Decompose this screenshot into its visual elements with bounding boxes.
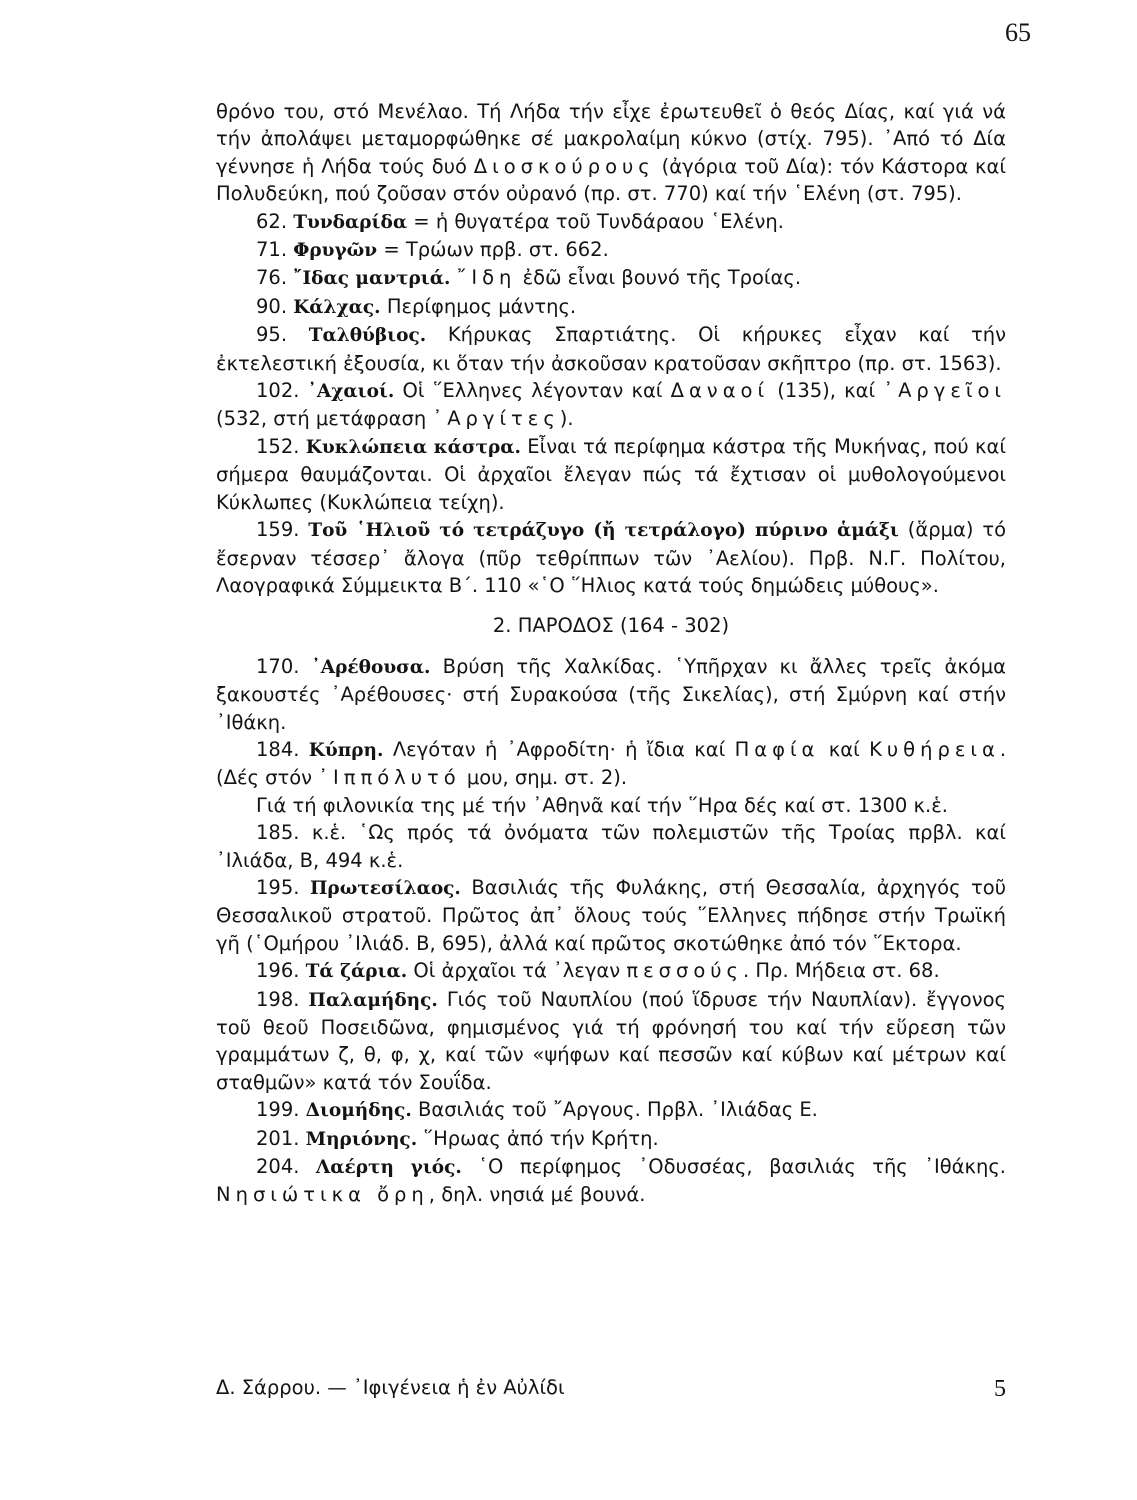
- footer-title: Δ. Σάρρου. — ᾿Ιφιγένεια ἡ ἐν Αὐλίδι: [216, 1376, 565, 1399]
- text: θρόνο του, στό Μενέλαο. Τή Λήδα τήν εἶχε ἐρωτευθεῖ ὁ θεός Δίας, καί γιά νά τήν ἀπολάψει μεταμορφώθηκε σέ μακρολαίμη κύκνο (στίχ. 795). ᾿Από τό Δία γέννησε ἡ Λήδα τούς δυό: [216, 100, 1006, 178]
- line-number: 195.: [256, 875, 300, 899]
- lemma: ᾿Αρέθουσα.: [311, 656, 431, 678]
- spaced-term: ῎Ιδη: [456, 266, 517, 290]
- text: Οἱ ἀρχαῖοι τά ᾿λεγαν: [407, 959, 627, 983]
- note-text: Γιός τοῦ Ναυπλίου (πού ἵδρυσε τήν Ναυπλίαν). ἔγγονος τοῦ θεοῦ Ποσειδῶνα, φημισμένος γιά τή φρόνησή του καί τήν εὕρεση τῶν γραμμάτων ζ, θ, φ, χ, καί τῶν «ψήφων καί πεσσῶν καί κύβων καί μέτρων καί σταθμῶν» κατά τόν Σουΐδα.: [216, 987, 1006, 1094]
- page-number: 65: [1005, 18, 1031, 47]
- lemma: Μηριόνης.: [305, 1128, 418, 1150]
- spaced-term: Δαναοί: [670, 379, 770, 403]
- lemma: Κάλχας.: [293, 296, 381, 318]
- spaced-term: πεσσούς: [626, 959, 743, 983]
- text: Οἱ ῞Ελληνες λέγονταν καί: [394, 379, 671, 403]
- line-number: 196.: [256, 959, 300, 983]
- spaced-term: Διοσκούρους: [473, 154, 655, 178]
- note-201: [216, 1125, 1006, 1153]
- note-198: [216, 986, 1006, 1097]
- line-number: 76.: [256, 266, 288, 290]
- note-text: (ἅρμα) τό ἔσερναν τέσσερ᾿ ἄλογα (πῦρ τεθρίππων τῶν ᾿Αελίου). Πρβ. Ν.Γ. Πολίτου, Λαογραφικά Σύμμεικτα Β΄. 110 «῾Ο ῞Ηλιος κατά τούς δημώδεις μύθους».: [216, 518, 1007, 597]
- line-number: 102.: [256, 379, 300, 403]
- lemma: Τοῦ ῾Ηλιοῦ τό τετράζυγο (ἤ τετράλογο) πύρινο ἁμάξι: [308, 520, 899, 542]
- line-number: 159.: [256, 518, 300, 542]
- signature-number: 5: [994, 1376, 1006, 1402]
- text: ῾Ο περίφημος ᾿Οδυσσέας, βασιλιάς τῆς ᾿Ιθάκης.: [461, 1155, 1006, 1179]
- page-footer: [216, 1376, 1006, 1403]
- lemma: ῎Ιδας μαντριά.: [293, 268, 451, 290]
- lemma: κ.ἑ.: [311, 821, 347, 845]
- line-number: 152.: [256, 434, 300, 458]
- note-text: Κήρυκας Σπαρτιάτης. Οἱ κήρυκες εἶχαν καί τήν ἐκτελεστική ἐξουσία, κι ὅταν τήν ἀσκοῦσαν κρατοῦσαν σκῆπτρο (πρ. στ. 1563).: [216, 323, 1006, 375]
- note-text: = Τρώων πρβ. στ. 662.: [377, 238, 609, 262]
- lemma: Κύπρη.: [308, 739, 384, 761]
- line-number: 198.: [256, 987, 300, 1011]
- spaced-term: ᾿Αργεῖοι: [883, 379, 1006, 403]
- note-199: [216, 1096, 1006, 1124]
- spaced-term: ᾿Αργίτες: [432, 407, 560, 431]
- lemma: Παλαμήδης.: [308, 989, 438, 1011]
- note-62: [216, 208, 1006, 236]
- lemma: Ταλθύβιος.: [308, 325, 427, 347]
- lemma: Φρυγῶν: [293, 240, 378, 262]
- line-number: 95.: [256, 323, 288, 347]
- spaced-term: Νησιώτικα ὄρη: [216, 1183, 429, 1207]
- lemma: Διομήδης.: [305, 1100, 412, 1122]
- note-text: Βρύση τῆς Χαλκίδας. ῾Υπῆρχαν κι ἄλλες τρεῖς ἀκόμα ξακουστές ᾿Αρέθουσες· στή Συρακούσα (τῆς Σικελίας), στή Σμύρνη καί στήν ᾿Ιθάκη.: [216, 654, 1007, 734]
- note-95: [216, 321, 1006, 377]
- commentary-text: [216, 98, 1006, 1209]
- lemma: Πρωτεσίλαος.: [309, 877, 461, 899]
- note-102: [216, 377, 1006, 433]
- text: καί: [819, 737, 870, 761]
- note-152: [216, 433, 1006, 516]
- text: μου, σημ. στ. 2).: [460, 766, 628, 790]
- text: , δηλ. νησιά μέ βουνά.: [428, 1183, 646, 1207]
- text: . Πρ. Μήδεια στ. 68.: [743, 959, 940, 983]
- note-185: [216, 819, 1006, 874]
- spaced-term: ᾿Ιππόλυτό: [318, 766, 461, 790]
- note-170: [216, 653, 1006, 736]
- note-text: ῾Ως πρός τά ὀνόματα τῶν πολεμιστῶν τῆς Τροίας πρβλ. καί ᾿Ιλιάδα, Β, 494 κ.ἑ.: [216, 821, 1006, 872]
- lemma: Τυνδαρίδα: [293, 211, 408, 233]
- note-text: = ἡ θυγατέρα τοῦ Τυνδάραου ῾Ελένη.: [407, 209, 784, 233]
- note-184-continued: Γιά τή φιλονικία της μέ τήν ᾿Αθηνᾶ καί τήν ῞Ηρα δές καί στ. 1300 κ.ἑ.: [256, 793, 948, 817]
- note-text: ῞Ηρωας ἀπό τήν Κρήτη.: [417, 1126, 659, 1150]
- lemma: ᾿Αχαιοί.: [307, 381, 395, 403]
- note-196: [216, 957, 1006, 985]
- note-text: Βασιλιάς τῆς Φυλάκης, στή Θεσσαλία, ἀρχηγός τοῦ Θεσσαλικοῦ στρατοῦ. Πρῶτος ἀπ᾿ ὅλους τούς ῞Ελληνες πήδησε στήν Τρωϊκή γῆ (῾Ομήρου ᾿Ιλιάδ. Β, 695), ἀλλά καί πρῶτος σκοτώθηκε ἀπό τόν ῞Εκτορα.: [216, 875, 1006, 955]
- text: (135), καί: [769, 379, 884, 403]
- note-159: [216, 516, 1006, 599]
- line-number: 170.: [256, 654, 300, 678]
- line-number: 201.: [256, 1126, 300, 1150]
- lemma: Τά ζάρια.: [305, 961, 408, 983]
- note-184: [216, 736, 1006, 792]
- note-text: Περίφημος μάντης.: [380, 294, 577, 318]
- note-text: ἐδῶ εἶναι βουνό τῆς Τροίας.: [522, 266, 802, 290]
- note-76: [216, 264, 1006, 292]
- text: (ἀγόρια τοῦ Δία): τόν Κάστορα καί Πολυδεύκη, πού ζοῦσαν στόν οὐρανό (πρ. στ. 770) καί τήν ῾Ελένη (στ. 795).: [216, 154, 1006, 206]
- line-number: 185.: [256, 821, 300, 845]
- line-number: 62.: [256, 209, 288, 233]
- note-text: Εἶναι τά περίφημα κάστρα τῆς Μυκήνας, πού καί σήμερα θαυμάζονται. Οἱ ἀρχαῖοι ἔλεγαν πώς τά ἔχτισαν οἱ μυθολογούμενοι Κύκλωπες (Κυκλώπεια τείχη).: [216, 434, 1006, 514]
- spaced-term: Παφία: [734, 737, 820, 761]
- lemma: Κυκλώπεια κάστρα.: [305, 436, 521, 458]
- paragraph-continuation: [216, 98, 1006, 208]
- line-number: 184.: [256, 737, 300, 761]
- note-204: [216, 1153, 1006, 1209]
- line-number: 199.: [256, 1098, 300, 1122]
- text: . (Δές στόν: [216, 737, 1007, 790]
- note-text: Βασιλιάς τοῦ ῎Αργους. Πρβλ. ᾿Ιλιάδας Ε.: [411, 1098, 818, 1122]
- text: ).: [559, 407, 574, 431]
- line-number: 71.: [256, 238, 288, 262]
- text: (532, στή μετάφραση: [216, 407, 433, 431]
- text: Λεγόταν ἡ ᾿Αφροδίτη· ἡ ἴδια καί: [383, 737, 735, 761]
- line-number: 90.: [256, 294, 288, 318]
- note-195: [216, 874, 1006, 957]
- note-90: [216, 293, 1006, 321]
- line-number: 204.: [256, 1155, 300, 1179]
- note-71: [216, 236, 1006, 264]
- lemma: Λαέρτη γιός.: [315, 1157, 462, 1179]
- spaced-term: Κυθήρεια: [869, 737, 1000, 761]
- section-title: 2. ΠΑΡΟΔΟΣ (164 - 302): [492, 614, 730, 638]
